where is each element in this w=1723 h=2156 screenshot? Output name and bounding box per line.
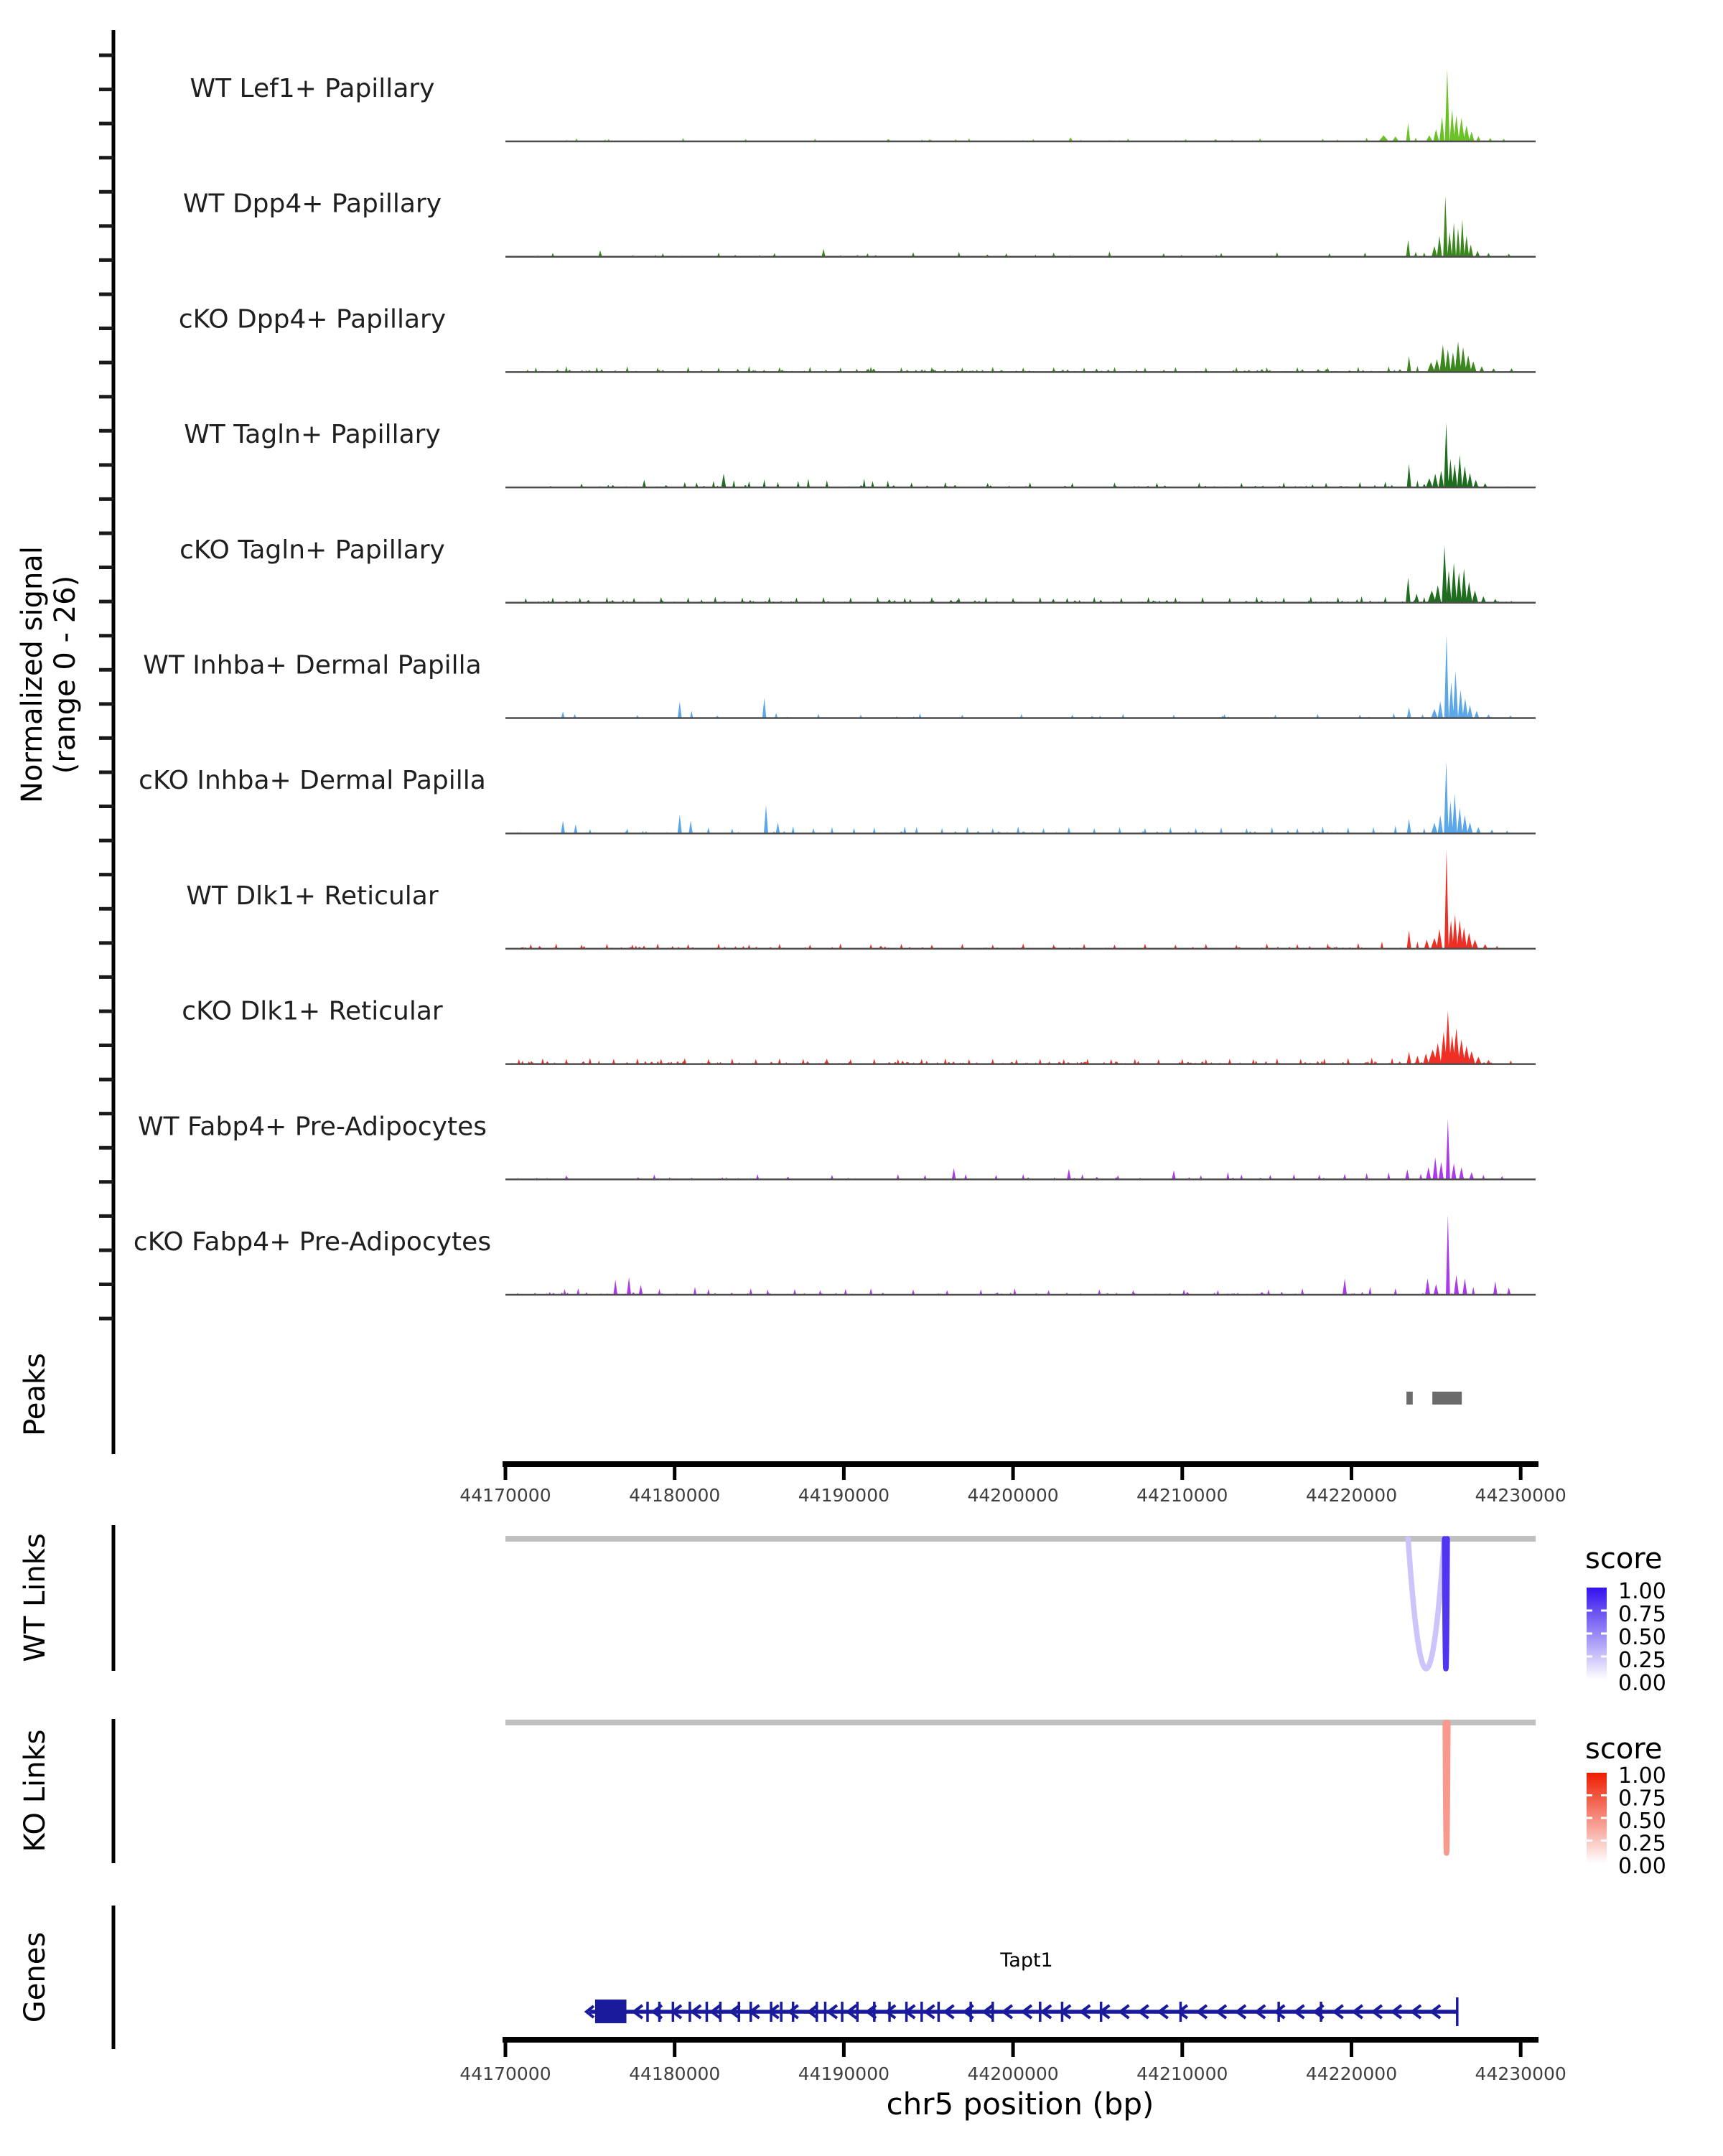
legend-tick-label: 0.75 (1618, 1602, 1666, 1627)
x-axis-tick-label: 44210000 (1136, 1485, 1228, 1506)
legend-tick-label: 0.50 (1618, 1809, 1666, 1834)
section-label-ko-links: KO Links (19, 1729, 52, 1852)
legend-tick-label: 0.00 (1618, 1671, 1666, 1696)
track-label: cKO Tagln+ Papillary (179, 535, 445, 565)
coverage-y-axis (99, 30, 113, 1356)
peak-interval-rect (1406, 1392, 1413, 1405)
legend-tick-label: 1.00 (1618, 1763, 1666, 1789)
track-signal-path (516, 1215, 1511, 1295)
track-signal-path (510, 1011, 1513, 1064)
link-arc (1444, 1539, 1447, 1669)
track-label: WT Dpp4+ Papillary (182, 189, 442, 219)
track-label: cKO Dlk1+ Reticular (182, 996, 443, 1026)
legend-tick-label: 0.50 (1618, 1625, 1666, 1650)
legend-tick-label: 0.25 (1618, 1648, 1666, 1673)
x-axis-tick-label: 44190000 (798, 1485, 890, 1506)
x-axis-tick-label: 44190000 (798, 2063, 890, 2084)
legend-tick-label: 0.75 (1618, 1786, 1666, 1811)
track-signal-path (526, 342, 1513, 372)
track-label: WT Dlk1+ Reticular (186, 881, 439, 911)
x-axis-tick-label: 44180000 (629, 1485, 721, 1506)
legend-tick-label: 0.25 (1618, 1831, 1666, 1857)
legend-tick-label: 1.00 (1618, 1579, 1666, 1604)
x-axis-tick-label: 44200000 (967, 1485, 1059, 1506)
track-signal-path (511, 69, 1505, 141)
coverage-y-axis-label-line2: (range 0 - 26) (49, 575, 82, 774)
gene-name-label: Tapt1 (1000, 1949, 1053, 1972)
x-axis-tick-label: 44220000 (1305, 2063, 1398, 2084)
track-label: WT Inhba+ Dermal Papilla (143, 650, 482, 680)
section-label-peaks: Peaks (19, 1353, 52, 1436)
x-axis-title: chr5 position (bp) (886, 2086, 1154, 2122)
track-signal-path (520, 850, 1499, 949)
track-label: WT Tagln+ Papillary (184, 420, 441, 450)
track-label: WT Lef1+ Papillary (190, 74, 435, 103)
peak-interval-rect (1432, 1392, 1462, 1405)
track-signal-path (532, 634, 1512, 718)
track-signal-path (515, 761, 1508, 833)
legend-tick-label: 0.00 (1618, 1854, 1666, 1879)
track-signal-path (524, 545, 1513, 603)
track-label: cKO Fabp4+ Pre-Adipocytes (133, 1227, 492, 1257)
coverage-tracks (134, 69, 1536, 1295)
x-axis-tick-label: 44200000 (967, 2063, 1059, 2084)
x-axis-bottom (459, 2037, 1566, 2084)
x-axis-tick-label: 44180000 (629, 2063, 721, 2084)
section-label-genes: Genes (19, 1931, 52, 2023)
track-signal-path (510, 196, 1510, 257)
x-axis-tick-label: 44170000 (459, 1485, 551, 1506)
x-axis-tick-label: 44220000 (1305, 1485, 1398, 1506)
peaks-track (1406, 1392, 1462, 1405)
x-axis-top (459, 1461, 1566, 1506)
link-arc (1408, 1539, 1444, 1669)
track-label: cKO Inhba+ Dermal Papilla (139, 766, 486, 796)
track-signal-path (515, 1118, 1503, 1179)
coverage-y-axis-label-line1: Normalized signal (16, 546, 49, 803)
track-label: WT Fabp4+ Pre-Adipocytes (138, 1112, 487, 1142)
section-label-wt-links: WT Links (19, 1533, 52, 1662)
x-axis-tick-label: 44170000 (459, 2063, 551, 2084)
gene-thick-exon (595, 2000, 627, 2023)
ko-links-track (505, 1723, 1666, 1879)
x-axis-tick-label: 44230000 (1475, 2063, 1566, 2084)
link-arc (1445, 1723, 1448, 1853)
genes-track (587, 1997, 1458, 2026)
ko-links-legend-title: score (1585, 1733, 1663, 1766)
x-axis-tick-label: 44230000 (1475, 1485, 1566, 1506)
wt-links-track (505, 1539, 1666, 1696)
track-signal-path (548, 423, 1509, 487)
wt-links-legend-title: score (1585, 1542, 1663, 1575)
x-axis-tick-label: 44210000 (1136, 2063, 1228, 2084)
x-axis-bar (503, 2037, 1538, 2043)
x-axis-bar (503, 1461, 1538, 1467)
track-label: cKO Dpp4+ Papillary (178, 304, 447, 334)
